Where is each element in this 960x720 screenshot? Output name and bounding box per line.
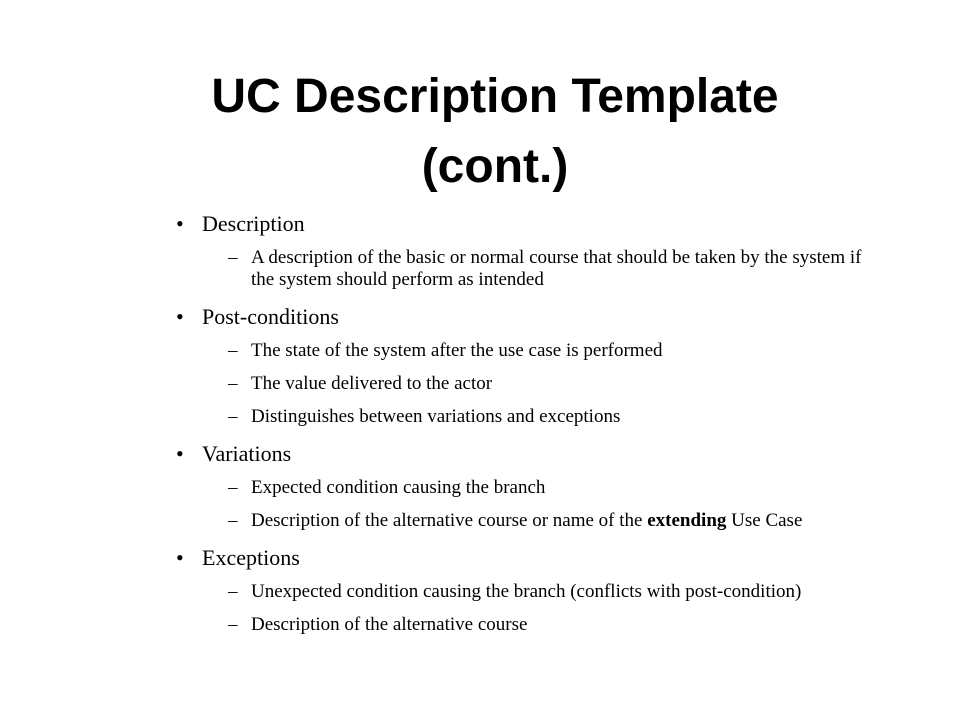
bullet-exceptions xyxy=(176,545,866,571)
bullet-dot-icon: • xyxy=(176,545,184,570)
dash-icon: – xyxy=(228,406,238,427)
bullet-heading: Post-conditions xyxy=(202,304,339,329)
dash-icon: – xyxy=(228,510,238,531)
sub-bullet xyxy=(176,340,866,362)
sub-bullet-text: Distinguishes between variations and exceptions xyxy=(251,406,621,427)
bullet-heading: Exceptions xyxy=(202,545,300,570)
bullet-dot-icon: • xyxy=(176,441,184,466)
bullet-description xyxy=(176,211,866,237)
sub-bullet-text xyxy=(251,510,802,531)
sub-bullet xyxy=(176,614,866,636)
dash-icon: – xyxy=(228,340,238,361)
sub-bullet-text-end: Use Case xyxy=(726,510,803,531)
dash-icon: – xyxy=(228,477,238,498)
sub-bullet xyxy=(176,406,866,428)
bullet-post-conditions xyxy=(176,304,866,330)
sub-bullet-text: Expected condition causing the branch xyxy=(251,477,546,498)
bullet-heading: Variations xyxy=(202,441,292,466)
sub-bullet xyxy=(176,510,866,532)
dash-icon: – xyxy=(228,373,238,394)
slide-content xyxy=(176,211,866,636)
bullet-dot-icon: • xyxy=(176,211,184,236)
sub-bullet-text: The state of the system after the use case is performed xyxy=(251,340,663,361)
dash-icon: – xyxy=(228,247,238,268)
slide-title xyxy=(100,62,890,202)
dash-icon: – xyxy=(228,581,238,602)
sub-bullet xyxy=(176,477,866,499)
sub-bullet-text-start: Description of the alternative course or name of the xyxy=(251,510,648,531)
sub-bullet-text: A description of the basic or normal course that should be taken by the system if the system should perform as intended xyxy=(251,247,862,290)
slide-title-line-2: (cont.) xyxy=(421,140,569,193)
slide-title-line-1: UC Description Template xyxy=(211,70,779,123)
dash-icon: – xyxy=(228,614,238,635)
bullet-heading: Description xyxy=(202,211,305,236)
bullet-variations xyxy=(176,441,866,467)
sub-bullet-text: Unexpected condition causing the branch (conflicts with post-condition) xyxy=(251,581,802,602)
sub-bullet xyxy=(176,247,866,291)
sub-bullet-text: The value delivered to the actor xyxy=(251,373,493,394)
sub-bullet xyxy=(176,581,866,603)
emphasis-extending: extending xyxy=(647,510,727,531)
sub-bullet-text: Description of the alternative course xyxy=(251,614,528,635)
sub-bullet xyxy=(176,373,866,395)
bullet-dot-icon: • xyxy=(176,304,184,329)
